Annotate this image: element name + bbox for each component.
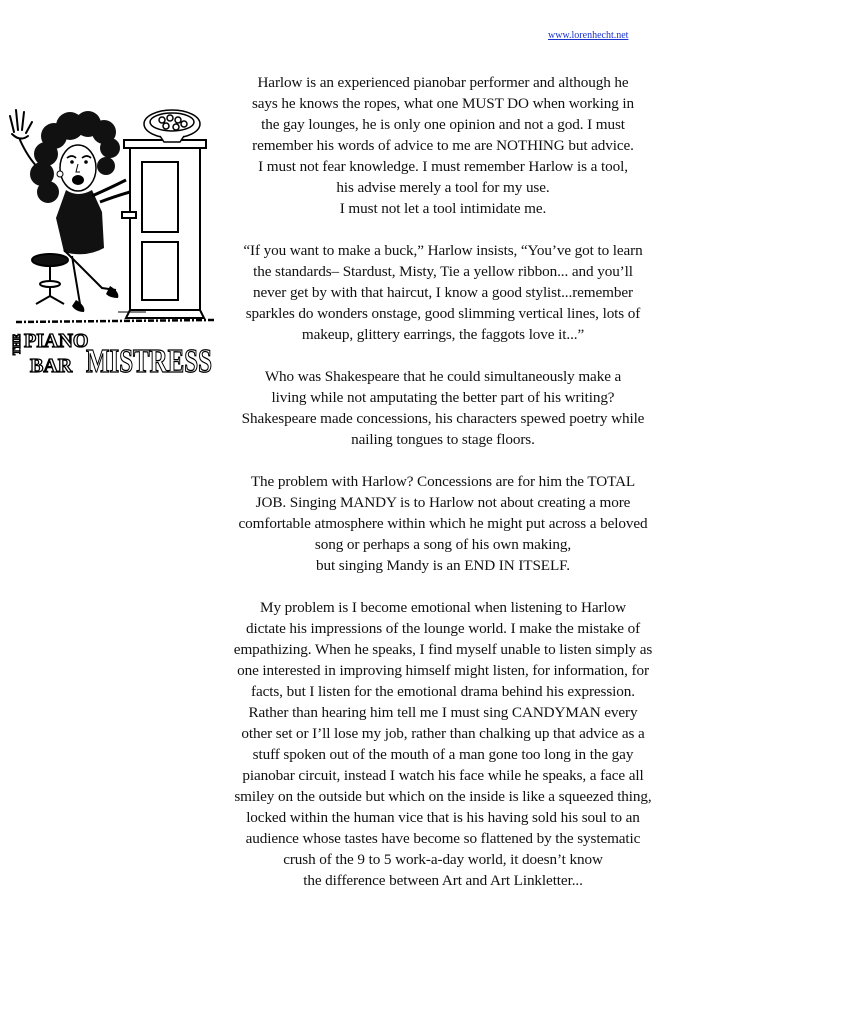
essay-line: JOB. Singing MANDY is to Harlow not about creating a more bbox=[255, 494, 631, 511]
essay-line: says he knows the ropes, what one MUST DO when working in bbox=[251, 95, 635, 112]
waving-hand-icon bbox=[10, 110, 40, 170]
essay-line: My problem is I become emotional when listening to Harlow bbox=[260, 599, 626, 616]
essay-line: audience whose tastes have become so flattened by the systematic bbox=[245, 830, 641, 847]
essay-line: The problem with Harlow? Concessions are for him the TOTAL bbox=[250, 473, 636, 490]
essay-line: smiley on the outside but which on the inside is like a squeezed thing, bbox=[234, 788, 652, 805]
essay-line: sparkles do wonders onstage, good slimming vertical lines, lots of bbox=[245, 305, 641, 322]
essay-paragraph bbox=[228, 597, 658, 891]
floor-line bbox=[16, 320, 214, 322]
essay-line: other set or I’ll lose my job, rather than chalking up that advice as a bbox=[241, 725, 645, 742]
essay-line: Rather than hearing him tell me I must sing CANDYMAN every bbox=[248, 704, 638, 721]
logo-piano-text: PIANO bbox=[24, 330, 89, 352]
essay-line: locked within the human vice that is his having sold his soul to an bbox=[246, 809, 640, 826]
upright-piano-shape bbox=[118, 140, 206, 318]
essay-paragraph bbox=[228, 471, 658, 576]
essay-line: living while not amputating the better part of his writing? bbox=[271, 389, 615, 406]
essay-line: crush of the 9 to 5 work-a-day world, it doesn’t know bbox=[283, 851, 603, 868]
essay-line: I must not let a tool intimidate me. bbox=[339, 200, 547, 217]
site-link[interactable]: www.lorenhecht.net bbox=[548, 30, 629, 41]
essay-text bbox=[228, 72, 658, 912]
essay-line: I must not fear knowledge. I must remember Harlow is a tool, bbox=[258, 158, 628, 175]
logo-bar-text: BAR bbox=[30, 355, 73, 377]
logo-mistress-text: MISTRESS bbox=[86, 343, 212, 380]
essay-line: his advise merely a tool for my use. bbox=[336, 179, 550, 196]
essay-line: but singing Mandy is an END IN ITSELF. bbox=[315, 557, 570, 574]
dress-shape bbox=[56, 180, 130, 312]
essay-line: empathizing. When he speaks, I find myself unable to listen simply as bbox=[233, 641, 653, 658]
piano-bar-mistress-illustration bbox=[6, 100, 218, 390]
essay-line: song or perhaps a song of his own making, bbox=[314, 536, 572, 553]
essay-paragraph bbox=[228, 72, 658, 219]
essay-line: Who was Shakespeare that he could simultaneously make a bbox=[264, 368, 622, 385]
piano-stool-shape bbox=[32, 254, 68, 304]
essay-line: remember his words of advice to me are NOTHING but advice. bbox=[252, 137, 634, 154]
essay-line: the standards– Stardust, Misty, Tie a yellow ribbon... and you’ll bbox=[253, 263, 633, 280]
piano-bar-mistress-logo bbox=[12, 330, 212, 380]
essay-paragraph bbox=[228, 366, 658, 450]
essay-line: Shakespeare made concessions, his characters spewed poetry while bbox=[241, 410, 645, 427]
essay-line: the difference between Art and Art Linkletter... bbox=[303, 872, 583, 889]
logo-the-text: THE bbox=[12, 333, 23, 355]
candy-bowl-shape bbox=[144, 110, 200, 142]
essay-line: comfortable atmosphere within which he might put across a beloved bbox=[238, 515, 648, 532]
essay-line: never get by with that haircut, I know a good stylist...remember bbox=[253, 284, 633, 301]
essay-line: facts, but I listen for the emotional drama behind his expression. bbox=[251, 683, 635, 700]
essay-line: one interested in improving himself might listen, for information, for bbox=[237, 662, 649, 679]
essay-line: Harlow is an experienced pianobar performer and although he bbox=[257, 74, 629, 91]
essay-paragraph bbox=[228, 240, 658, 345]
essay-line: makeup, glittery earrings, the faggots love it...” bbox=[301, 326, 585, 343]
essay-line: pianobar circuit, instead I watch his face while he speaks, a face all bbox=[242, 767, 644, 784]
essay-line: stuff spoken out of the mouth of a man gone too long in the gay bbox=[252, 746, 634, 763]
face-shape bbox=[57, 145, 96, 191]
essay-line: “If you want to make a buck,” Harlow insists, “You’ve got to learn bbox=[243, 242, 643, 259]
essay-line: dictate his impressions of the lounge world. I make the mistake of bbox=[245, 620, 641, 637]
essay-line: nailing tongues to stage floors. bbox=[351, 431, 535, 448]
essay-line: the gay lounges, he is only one opinion and not a god. I must bbox=[261, 116, 625, 133]
